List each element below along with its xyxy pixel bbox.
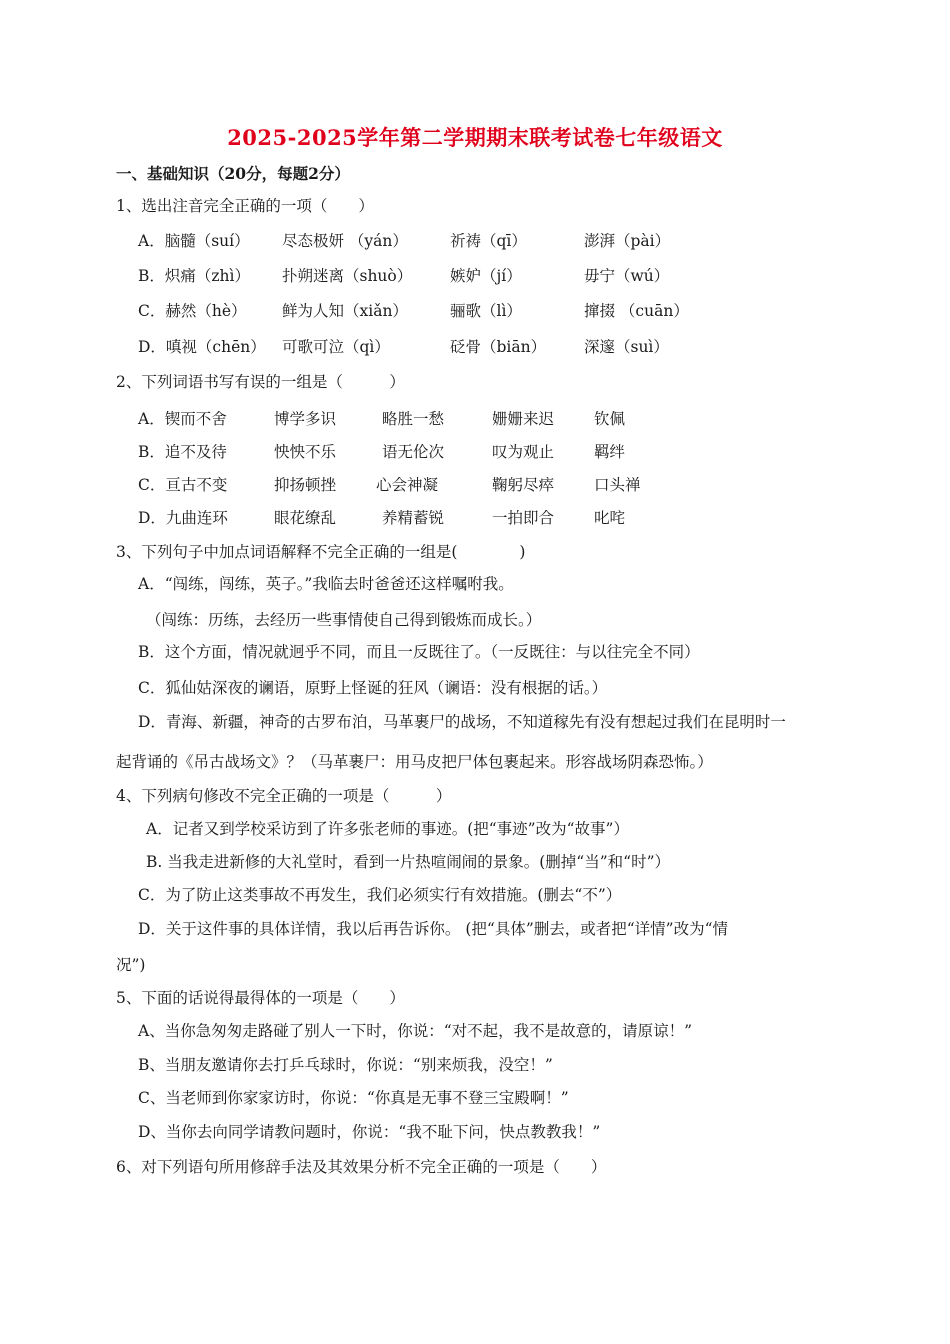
question-6-stem: 6、对下列语句所用修辞手法及其效果分析不完全正确的一项是（ ） — [116, 1158, 607, 1176]
option-item: 一拍即合 — [492, 509, 555, 527]
question-3-option-c: C．狐仙姑深夜的谰语，原野上怪诞的狂风（谰语：没有根据的话。） — [138, 679, 608, 697]
option-item: 抑扬顿挫 — [274, 476, 337, 494]
option-item: C．赫然（hè） — [138, 302, 247, 320]
option-item: 姗姗来迟 — [492, 410, 555, 428]
option-item: 鞠躬尽瘁 — [492, 476, 555, 494]
section-basic-knowledge: 一、基础知识（20分，每题2分） — [116, 164, 350, 183]
question-4-stem: 4、下列病句修改不完全正确的一项是（ ） — [116, 787, 452, 805]
question-5-stem: 5、下面的话说得最得体的一项是（ ） — [116, 989, 405, 1007]
question-4-option-a: A．记者又到学校采访到了许多张老师的事迹。(把“事迹”改为“故事”） — [146, 820, 629, 838]
option-item: D．嗔视（chēn） — [138, 338, 266, 356]
question-3-option-a: A．“闯练，闯练，英子。”我临去时爸爸还这样嘱咐我。 — [138, 575, 514, 593]
option-item: 深邃（suì） — [584, 338, 669, 356]
option-item: 心会神凝 — [376, 476, 439, 494]
exam-title: 2025-2025学年第二学期期末联考试卷七年级语文 — [227, 125, 723, 150]
option-item: 嫉妒（jí） — [450, 267, 522, 285]
option-item: 祈祷（qī） — [450, 232, 527, 250]
question-3-option-d: D．青海、新疆，神奇的古罗布泊，马革裹尸的战场，不知道稼先有没有想起过我们在昆明时一 — [138, 713, 786, 731]
question-4-option-d-cont: 况”) — [116, 956, 146, 974]
option-item: B．追不及待 — [138, 443, 227, 461]
question-2-stem: 2、下列词语书写有误的一组是（ ） — [116, 373, 405, 391]
option-item: 鲜为人知（xiǎn） — [282, 302, 408, 320]
question-4-option-d: D．关于这件事的具体详情，我以后再告诉你。 (把“具体”删去，或者把“详情”改为“情 — [138, 920, 729, 938]
option-item: B．炽痛（zhì） — [138, 267, 250, 285]
option-item: 砭骨（biān） — [450, 338, 547, 356]
option-item: 尽态极妍 （yán） — [282, 232, 408, 250]
option-item: D．九曲连环 — [138, 509, 228, 527]
option-item: A．锲而不舍 — [138, 410, 227, 428]
option-item: A．脑髓（suí） — [138, 232, 250, 250]
option-item: 澎湃（pài） — [584, 232, 671, 250]
option-item: 怏怏不乐 — [274, 443, 337, 461]
question-4-option-c: C．为了防止这类事故不再发生，我们必须实行有效措施。(删去“不”） — [138, 886, 622, 904]
option-item: 叹为观止 — [492, 443, 555, 461]
option-item: 略胜一愁 — [382, 410, 445, 428]
option-item: 扑朔迷离（shuò） — [282, 267, 413, 285]
option-item: 羁绊 — [594, 443, 626, 461]
question-3-option-b: B．这个方面，情况就迥乎不同，而且一反既往了。（一反既往：与以往完全不同） — [138, 643, 700, 661]
question-5-option-b: B、当朋友邀请你去打乒乓球时，你说：“别来烦我，没空！” — [138, 1056, 553, 1074]
question-3-option-a-note: （闯练：历练，去经历一些事情使自己得到锻炼而成长。） — [146, 611, 542, 629]
question-3-stem: 3、下列句子中加点词语解释不完全正确的一组是( ) — [116, 543, 526, 561]
option-item: 叱咤 — [594, 509, 626, 527]
option-item: 撺掇 （cuān） — [584, 302, 689, 320]
option-item: 毋宁（wú） — [584, 267, 670, 285]
question-1-stem: 1、选出注音完全正确的一项（ ） — [116, 197, 374, 215]
option-item: 口头禅 — [594, 476, 641, 494]
option-item: 可歌可泣（qì） — [282, 338, 390, 356]
option-item: 博学多识 — [274, 410, 337, 428]
question-4-option-b: B. 当我走进新修的大礼堂时，看到一片热喧闹闹的景象。(删掉“当”和“时”） — [146, 853, 670, 871]
question-5-option-a: A、当你急匆匆走路碰了别人一下时，你说：“对不起，我不是故意的，请原谅！” — [138, 1022, 693, 1040]
option-item: 语无伦次 — [382, 443, 445, 461]
option-item: 骊歌（lì） — [450, 302, 522, 320]
question-5-option-d: D、当你去向同学请教问题时，你说：“我不耻下问，快点教教我！” — [138, 1123, 601, 1141]
question-5-option-c: C、当老师到你家家访时，你说：“你真是无事不登三宝殿啊！” — [138, 1089, 569, 1107]
option-item: 眼花缭乱 — [274, 509, 337, 527]
question-3-option-d-cont: 起背诵的《吊古战场文》？（马革裹尸：用马皮把尸体包裹起来。形容战场阴森恐怖。） — [116, 753, 713, 771]
option-item: 钦佩 — [594, 410, 626, 428]
option-item: 养精蓄锐 — [382, 509, 445, 527]
option-item: C．亘古不变 — [138, 476, 228, 494]
